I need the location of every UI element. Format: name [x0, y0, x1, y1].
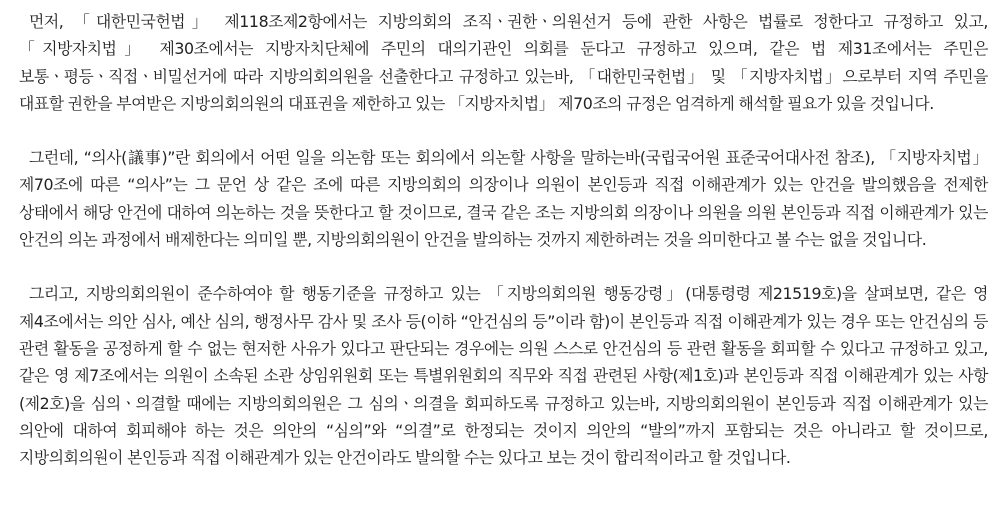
- paragraph-1: 먼저, 「대한민국헌법」 제118조제2항에서는 지방의회의 조직ㆍ권한ㆍ의원선거 등에 관한 사항은 법률로 정한다고 규정하고 있고, 「지방자치법」 제30조에서는 지방자치단체에 주민의 대의기관인 의회를 둔다고 규정하고 있으며, 같은 법 제31조에서는 주민은 보통ㆍ평등ㆍ직접ㆍ비밀선거에 따라 지방의회의원을 선출한다고 규정하고 있는바, 「대한민국헌법」 및 「지방자치법」으로부터 지역 주민을 대표할 권한을 부여받은 지방의회의원의 대표권을 제한하고 있는 「지방자치법」 제70조의 규정은 엄격하게 해석할 필요가 있을 것입니다.: [19, 12, 988, 113]
- paragraph-2: 그런데, “의사(議事)”란 회의에서 어떤 일을 의논함 또는 회의에서 의논할 사항을 말하는바(국립국어원 표준국어대사전 참조), 「지방자치법」 제70조에 따른 “의사”는 그 문언 상 같은 조에 따른 지방의회의 의장이나 의원이 본인등과 직접 이해관계가 있는 안건을 발의했음을 전제한 상태에서 해당 안건에 대하여 의논하는 것을 뜻한다고 할 것이므로, 결국 같은 조는 지방의회 의장이나 의원을 의원 본인등과 직접 이해관계가 있는 안건의 의논 과정에서 배제한다는 의미일 뿐, 지방의회의원이 안건을 발의하는 것까지 제한하려는 것을 의미한다고 볼 수는 없을 것입니다.: [19, 148, 988, 250]
- paragraph-3: 그리고, 지방의회의원이 준수하여야 할 행동기준을 규정하고 있는 「지방의회의원 행동강령」(대통령령 제21519호)을 살펴보면, 같은 영 제4조에서는 의안 심사, 예산 심의, 행정사무 감사 및 조사 등(이하 “안건심의 등”이라 함)이 본인등과 직접 이해관계가 있는 경우 또는 안건심의 등 관련 활동을 공정하게 할 수 없는 현저한 사유가 있다고 판단되는 경우에는 의원 스스로 안건심의 등 관련 활동을 회피할 수 있다고 규정하고 있고, 같은 영 제7조에서는 의원이 소속된 소관 상임위원회 또는 특별위원회의 직무와 직접 관련된 사항(제1호)과 본인등과 직접 이해관계가 있는 사항(제2호)을 심의ㆍ의결할 때에는 지방의회의원은 그 심의ㆍ의결을 회피하도록 규정하고 있는바, 지방의회의원이 본인등과 직접 이해관계가 있는 의안에 대하여 회피해야 하는 것은 의안의 “심의”와 “의결”로 한정되는 것이지 의안의 “발의”까지 포함되는 것은 아니라고 할 것이므로, 지방의회의원이 본인등과 직접 이해관계가 있는 안건이라도 발의할 수는 있다고 보는 것이 합리적이라고 할 것입니다.: [19, 284, 988, 468]
